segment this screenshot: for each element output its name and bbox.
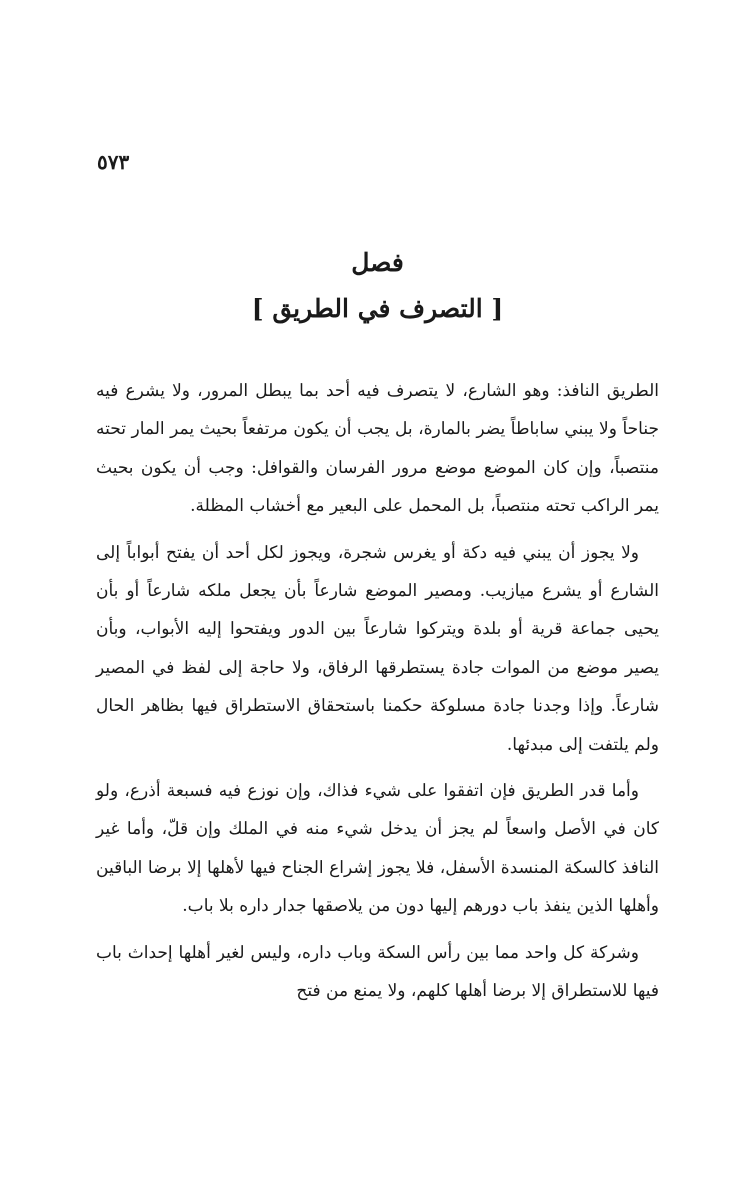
paragraph-2: ولا يجوز أن يبني فيه دكة أو يغرس شجرة، ويجوز لكل أحد أن يفتح أبواباً إلى الشارع أو يشرع ميازيب. ومصير الموضع شارعاً بأن يجعل ملكه شارعاً أو بأن يحيى جماعة قرية أو بلدة ويتركوا شارعاً بين الدور ويفتحوا إليه الأبواب، وبأن يصير موضع من الموات جادة يستطرقها الرفاق، ولا حاجة إلى لفظ في المصير شارعاً. وإذا وجدنا جادة مسلوكة حكمنا باستحقاق الاستطراق فيها بظاهر الحال ولم يلتفت إلى مبدئها. xyxy=(96,542,660,755)
paragraph-1: الطريق النافذ: وهو الشارع، لا يتصرف فيه أحد بما يبطل المرور، ولا يشرع فيه جناحاً ولا يبني ساباطاً يضر بالمارة، بل يجب أن يكون مرتفعاً بحيث يمر المار تحته منتصباً، وإن كان الموضع موضع مرور الفرسان والقوافل: وجب أن يكون بحيث يمر الراكب تحته منتصباً، بل المحمل على البعير مع أخشاب المظلة. xyxy=(96,381,659,517)
page-number: ٥٧٣ xyxy=(97,150,130,174)
section-subheading: [ التصرف في الطريق ] xyxy=(251,294,504,323)
paragraph-4: وشركة كل واحد مما بين رأس السكة وباب داره، وليس لغير أهلها إحداث باب فيها للاستطراق إلا برضا أهلها كلهم، ولا يمنع من فتح xyxy=(96,942,659,1002)
section-heading: فصل xyxy=(351,248,404,277)
paragraph-3: وأما قدر الطريق فإن اتفقوا على شيء فذاك، وإن نوزع فيه فسبعة أذرع، ولو كان في الأصل واسعاً لم يجز أن يدخل شيء منه في الملك وإن قلّ، وأما غير النافذ كالسكة المنسدة الأسفل، فلا يجوز إشراع الجناح فيها لأهلها إلا برضا الباقين وأهلها الذين ينفذ باب دورهم إليها دون من يلاصقها جدار داره بلا باب. xyxy=(96,781,659,917)
body-text xyxy=(96,372,659,1019)
